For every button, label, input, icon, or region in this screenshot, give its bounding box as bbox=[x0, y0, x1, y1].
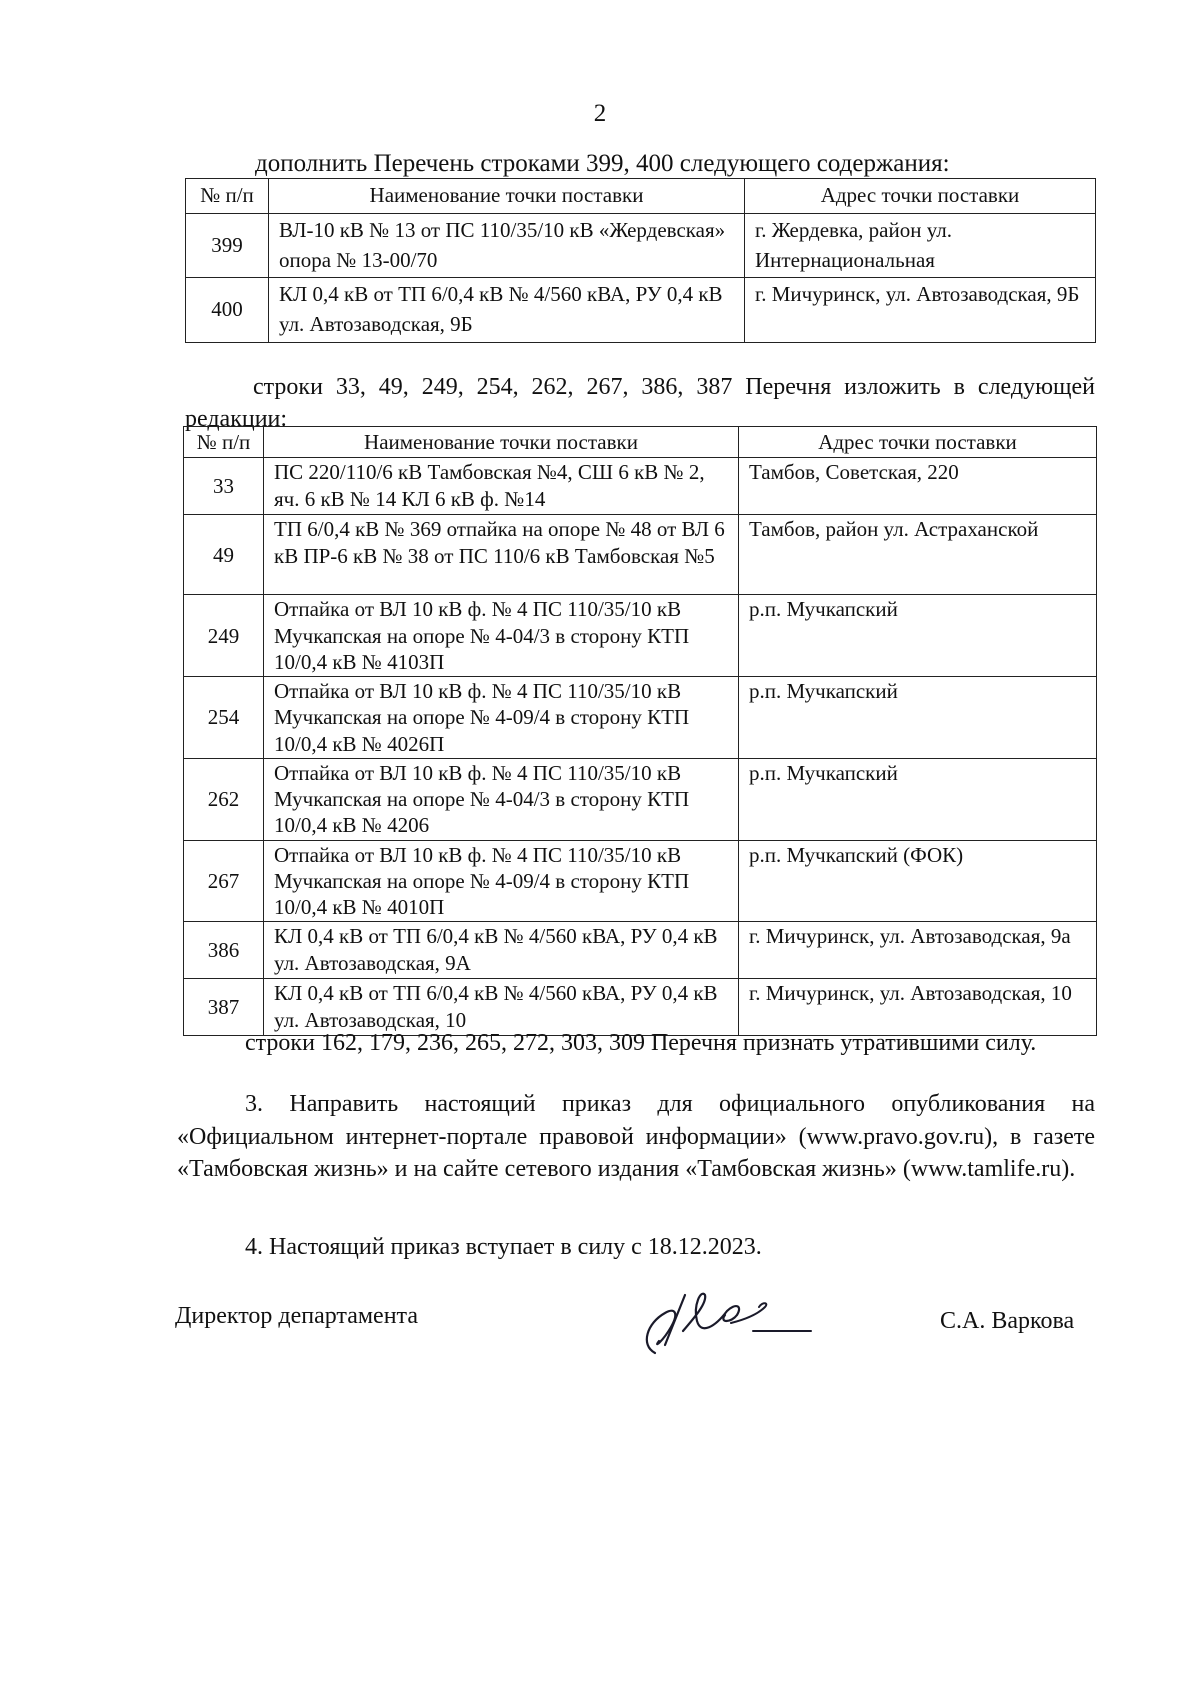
row-name-cell: КЛ 0,4 кВ от ТП 6/0,4 кВ № 4/560 кВА, РУ 0,4 кВ ул. Автозаводская, 9Б bbox=[269, 278, 745, 343]
table-row bbox=[184, 840, 1097, 922]
row-name-cell: КЛ 0,4 кВ от ТП 6/0,4 кВ № 4/560 кВА, РУ 0,4 кВ ул. Автозаводская, 9А bbox=[264, 922, 739, 979]
row-num-cell: 387 bbox=[184, 979, 264, 1036]
table-row bbox=[186, 278, 1096, 343]
table-header-row bbox=[186, 179, 1096, 214]
added-rows-table bbox=[185, 178, 1096, 343]
item-3-publication: 3. Направить настоящий приказ для официального опубликования на «Официальном интернет-портале правовой информации» (www.pravo.gov.ru), в газете «Тамбовская жизнь» и на сайте сетевого издания «Тамбовская жизнь» (www.tamlife.ru). bbox=[177, 1091, 1095, 1183]
row-num-cell: 249 bbox=[184, 595, 264, 677]
row-num-cell: 267 bbox=[184, 840, 264, 922]
amend-rows-text: строки 33, 49, 249, 254, 262, 267, 386, 387 Перечня изложить в следующей редакции: bbox=[185, 374, 1095, 432]
amended-rows-table bbox=[183, 426, 1097, 1036]
row-name-cell: Отпайка от ВЛ 10 кВ ф. № 4 ПС 110/35/10 кВ Мучкапская на опоре № 4-09/4 в сторону КТП 10/0,4 кВ № 4010П bbox=[264, 840, 739, 922]
row-num-cell: 400 bbox=[186, 278, 269, 343]
row-num-cell: 262 bbox=[184, 758, 264, 840]
row-name-cell: ВЛ-10 кВ № 13 от ПС 110/35/10 кВ «Жердевская» опора № 13-00/70 bbox=[269, 213, 745, 278]
row-name-cell: Отпайка от ВЛ 10 кВ ф. № 4 ПС 110/35/10 кВ Мучкапская на опоре № 4-04/3 в сторону КТП 10/0,4 кВ № 4103П bbox=[264, 595, 739, 677]
table-row bbox=[184, 677, 1097, 759]
row-name-cell: КЛ 0,4 кВ от ТП 6/0,4 кВ № 4/560 кВА, РУ 0,4 кВ ул. Автозаводская, 10 bbox=[264, 979, 739, 1036]
table-header-row bbox=[184, 427, 1097, 458]
row-address-cell: Тамбов, Советская, 220 bbox=[739, 458, 1097, 515]
page-number: 2 bbox=[593, 100, 607, 127]
row-name-cell: Отпайка от ВЛ 10 кВ ф. № 4 ПС 110/35/10 кВ Мучкапская на опоре № 4-04/3 в сторону КТП 10/0,4 кВ № 4206 bbox=[264, 758, 739, 840]
row-address-cell: г. Мичуринск, ул. Автозаводская, 10 bbox=[739, 979, 1097, 1036]
table-row bbox=[186, 213, 1096, 278]
signer-title: Директор департамента bbox=[175, 1303, 418, 1329]
header-address: Адрес точки поставки bbox=[739, 427, 1097, 458]
row-address-cell: г. Мичуринск, ул. Автозаводская, 9а bbox=[739, 922, 1097, 979]
row-name-cell: ТП 6/0,4 кВ № 369 отпайка на опоре № 48 от ВЛ 6 кВ ПР-6 кВ № 38 от ПС 110/6 кВ Тамбовская №5 bbox=[264, 515, 739, 595]
row-address-cell: р.п. Мучкапский bbox=[739, 758, 1097, 840]
row-address-cell: р.п. Мучкапский bbox=[739, 595, 1097, 677]
table-row bbox=[184, 595, 1097, 677]
row-address-cell: р.п. Мучкапский bbox=[739, 677, 1097, 759]
table-row bbox=[184, 458, 1097, 515]
row-address-cell: г. Жердевка, район ул. Интернациональная bbox=[745, 213, 1096, 278]
repealed-rows-text: строки 162, 179, 236, 265, 272, 303, 309 Перечня признать утратившими силу. bbox=[245, 1030, 1037, 1056]
row-name-cell: ПС 220/110/6 кВ Тамбовская №4, СШ 6 кВ № 2, яч. 6 кВ № 14 КЛ 6 кВ ф. №14 bbox=[264, 458, 739, 515]
row-address-cell: г. Мичуринск, ул. Автозаводская, 9Б bbox=[745, 278, 1096, 343]
handwritten-signature bbox=[635, 1283, 815, 1363]
item-4-effective-date: 4. Настоящий приказ вступает в силу с 18.12.2023. bbox=[245, 1234, 762, 1260]
row-num-cell: 49 bbox=[184, 515, 264, 595]
header-num: № п/п bbox=[184, 427, 264, 458]
header-name: Наименование точки поставки bbox=[269, 179, 745, 214]
signer-name: С.А. Варкова bbox=[940, 1308, 1075, 1334]
row-num-cell: 386 bbox=[184, 922, 264, 979]
table-row bbox=[184, 758, 1097, 840]
row-address-cell: р.п. Мучкапский (ФОК) bbox=[739, 840, 1097, 922]
table-row bbox=[184, 515, 1097, 595]
header-name: Наименование точки поставки bbox=[264, 427, 739, 458]
row-num-cell: 33 bbox=[184, 458, 264, 515]
header-address: Адрес точки поставки bbox=[745, 179, 1096, 214]
row-num-cell: 254 bbox=[184, 677, 264, 759]
intro-line: дополнить Перечень строками 399, 400 следующего содержания: bbox=[255, 150, 950, 177]
row-address-cell: Тамбов, район ул. Астраханской bbox=[739, 515, 1097, 595]
header-num: № п/п bbox=[186, 179, 269, 214]
row-name-cell: Отпайка от ВЛ 10 кВ ф. № 4 ПС 110/35/10 кВ Мучкапская на опоре № 4-09/4 в сторону КТП 10/0,4 кВ № 4026П bbox=[264, 677, 739, 759]
row-num-cell: 399 bbox=[186, 213, 269, 278]
table-row bbox=[184, 922, 1097, 979]
